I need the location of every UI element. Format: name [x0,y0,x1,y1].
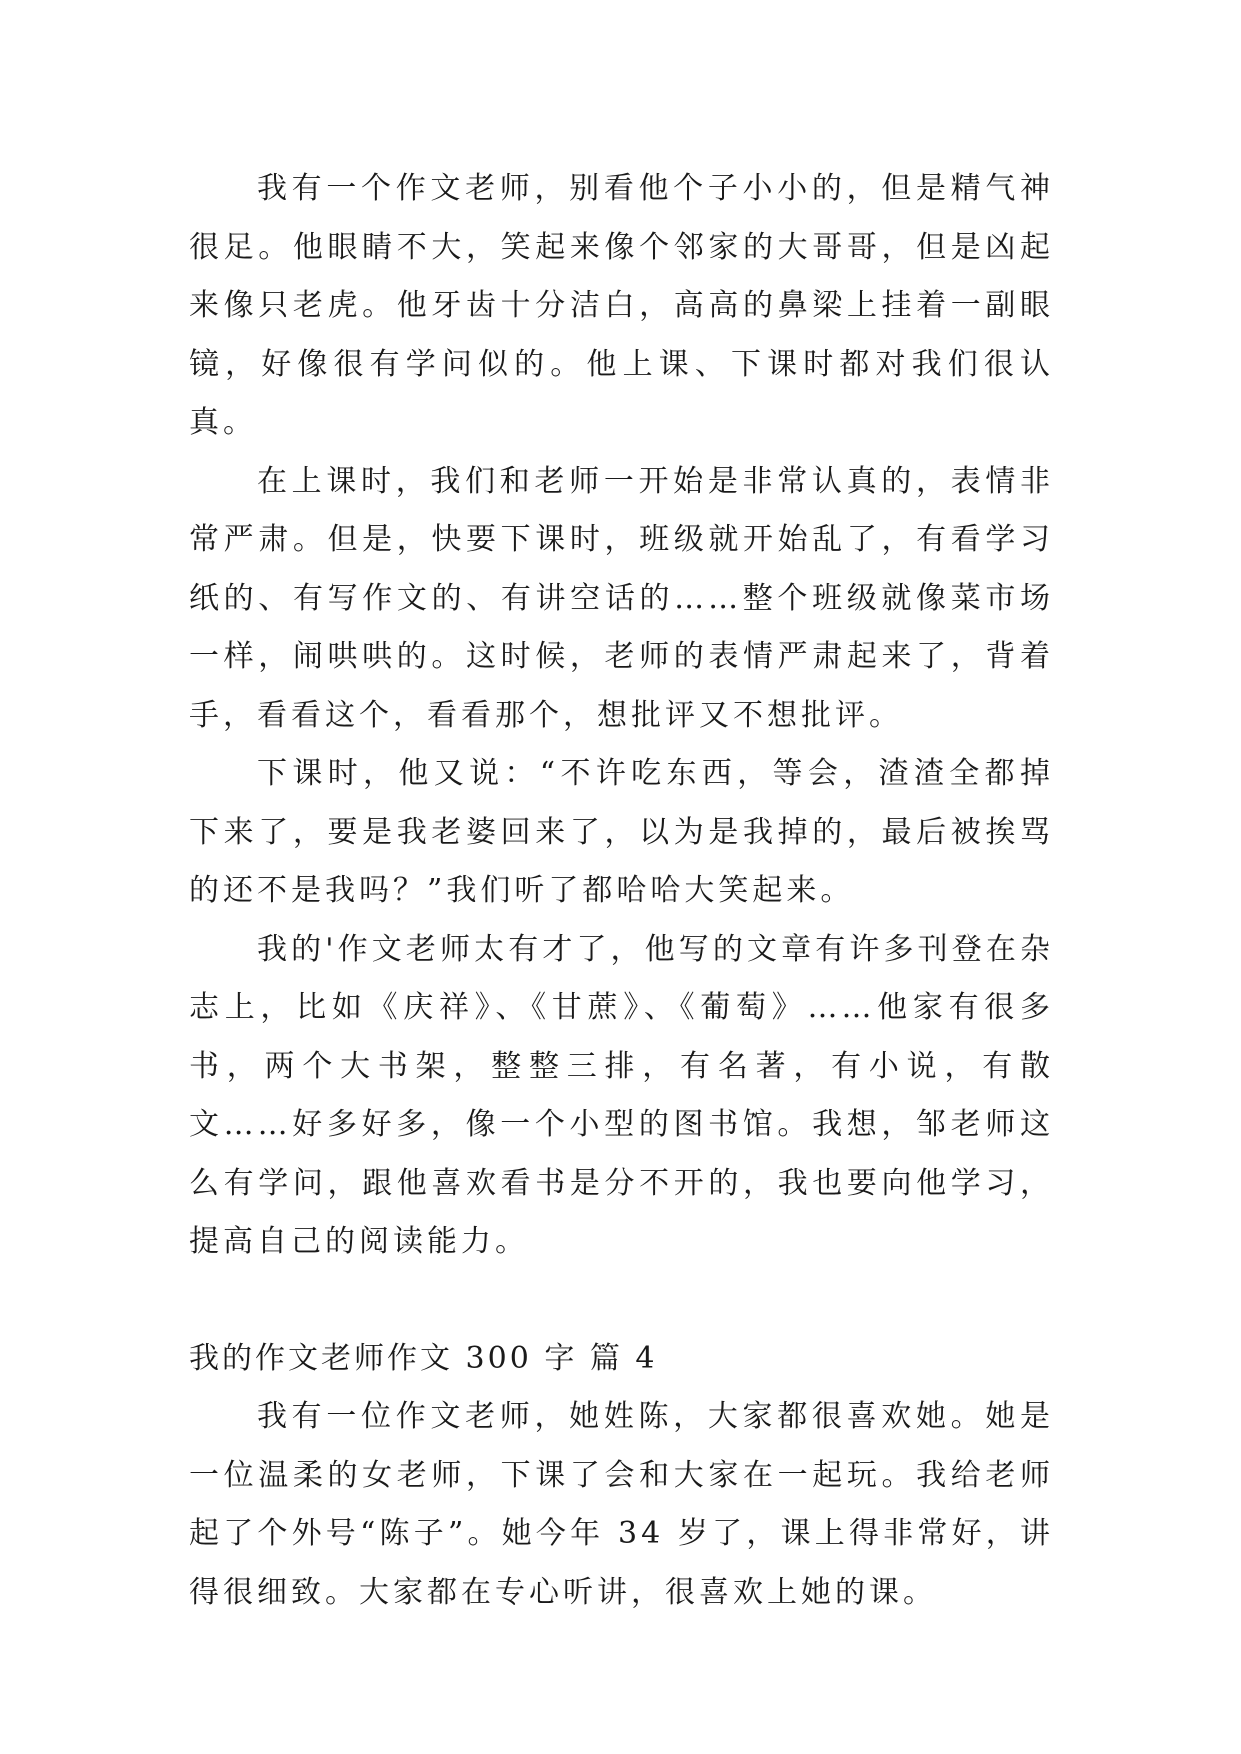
document-body [189,160,1054,1622]
section-heading: 我的作文老师作文 300 字 篇 4 [189,1340,658,1376]
paragraph: 下课时，他又说：“不许吃东西，等会，渣渣全都掉下来了，要是我老婆回来了，以为是我掉的，最后被挨骂的还不是我吗？”我们听了都哈哈大笑起来。 [189,756,1054,908]
paragraph: 在上课时，我们和老师一开始是非常认真的，表情非常严肃。但是，快要下课时，班级就开始乱了，有看学习纸的、有写作文的、有讲空话的……整个班级就像菜市场一样，闹哄哄的。这时候，老师的表情严肃起来了，背着手，看看这个，看看那个，想批评又不想批评。 [189,463,1054,733]
paragraph: 我的'作文老师太有才了，他写的文章有许多刊登在杂志上，比如《庆祥》、《甘蔗》、《葡萄》……他家有很多书，两个大书架，整整三排，有名著，有小说，有散文……好多好多，像一个小型的图书馆。我想，邹老师这么有学问，跟他喜欢看书是分不开的，我也要向他学习，提高自己的阅读能力。 [189,931,1054,1259]
paragraph: 我有一位作文老师，她姓陈，大家都很喜欢她。她是一位温柔的女老师，下课了会和大家在一起玩。我给老师起了个外号“陈子”。她今年 34 岁了，课上得非常好，讲得很细致。大家都在专心听讲，很喜欢上她的课。 [189,1399,1054,1610]
paragraph: 我有一个作文老师，别看他个子小小的，但是精气神很足。他眼睛不大，笑起来像个邻家的大哥哥，但是凶起来像只老虎。他牙齿十分洁白，高高的鼻梁上挂着一副眼镜，好像很有学问似的。他上课、下课时都对我们很认真。 [189,171,1054,440]
